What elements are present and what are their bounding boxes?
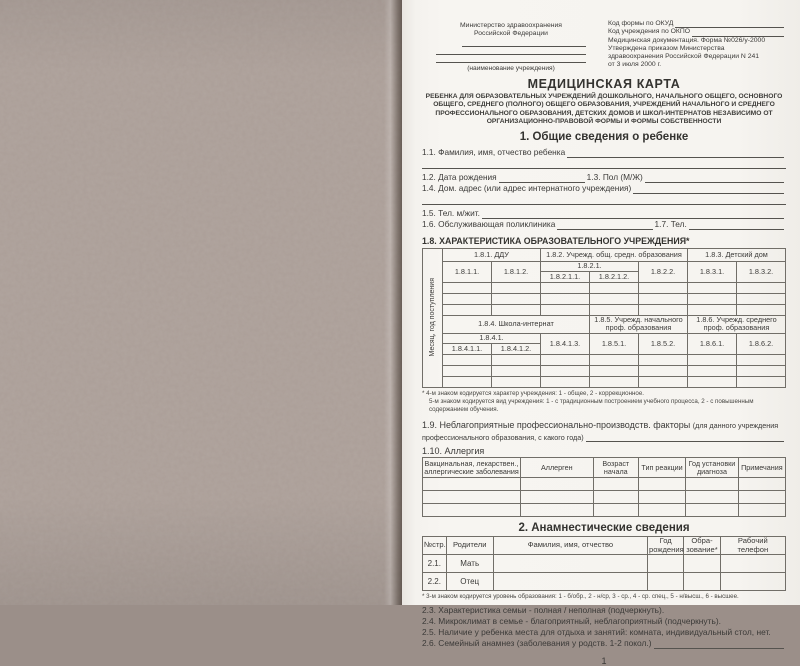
parents-col-row-number: №стр. bbox=[423, 537, 447, 555]
ministry-line2: Российской Федерации bbox=[474, 30, 548, 38]
code-cell: 1.8.4.1.3. bbox=[541, 333, 590, 354]
entry-cell bbox=[541, 365, 590, 376]
entry-cell bbox=[688, 354, 737, 365]
parents-col-work-phone: Рабочий телефон bbox=[720, 537, 785, 555]
entry-cell bbox=[648, 572, 684, 590]
parents-col-education: Обра-зование* bbox=[684, 537, 720, 555]
entry-cell bbox=[443, 282, 492, 293]
entry-cell bbox=[590, 376, 639, 387]
group-orphanage: 1.8.3. Детский дом bbox=[688, 248, 786, 261]
entry-cell bbox=[541, 304, 590, 315]
field-1-1-label: 1.1. Фамилия, имя, отчество ребенка bbox=[422, 146, 566, 157]
allergy-col-onset-age: Возраст начала bbox=[593, 458, 638, 478]
entry-cell bbox=[688, 376, 737, 387]
section2-heading: 2. Анамнестические сведения bbox=[518, 522, 690, 535]
entry-cell bbox=[423, 491, 521, 504]
entry-cell bbox=[686, 478, 739, 491]
entry-cell bbox=[684, 572, 720, 590]
code-cell: 1.8.6.1. bbox=[688, 333, 737, 354]
entry-cell bbox=[720, 572, 785, 590]
document-title: МЕДИЦИНСКАЯ КАРТА bbox=[527, 77, 681, 92]
code-cell: 1.8.2.1.1. bbox=[541, 271, 590, 282]
row-number: 2.2. bbox=[423, 572, 447, 590]
allergy-col-allergen: Аллерген bbox=[521, 458, 594, 478]
entry-cell bbox=[684, 554, 720, 572]
field-1-9 bbox=[422, 419, 786, 442]
entry-cell bbox=[737, 282, 786, 293]
footnote-line2: 5-м знаком кодируется вид учреждения: 1 - с традиционным построением учебного процесса, 2 - с повышенным содержанием обучения. bbox=[429, 397, 754, 414]
ministry-line1: Министерство здравоохранения bbox=[460, 22, 562, 29]
entry-cell bbox=[493, 572, 647, 590]
field-1-7-blank bbox=[689, 229, 784, 230]
field-1-9-label: 1.9. Неблагоприятные профессионально-производств. факторы bbox=[422, 420, 691, 431]
code-cell: 1.8.1.1. bbox=[443, 261, 492, 282]
entry-cell bbox=[590, 304, 639, 315]
entry-cell bbox=[738, 478, 785, 491]
institution-name-line bbox=[436, 47, 586, 55]
ministry-block bbox=[422, 20, 600, 73]
doc-approved-line2: здравоохранения Российской Федерации N 241 bbox=[608, 53, 760, 61]
entry-cell bbox=[443, 365, 492, 376]
code-cell: 1.8.2.1.2. bbox=[590, 271, 639, 282]
institution-characteristic-table bbox=[422, 248, 786, 388]
entry-cell bbox=[737, 376, 786, 387]
entry-cell bbox=[541, 282, 590, 293]
entry-cell bbox=[688, 365, 737, 376]
entry-cell bbox=[638, 478, 685, 491]
table-row bbox=[423, 554, 786, 572]
parent-mother: Мать bbox=[446, 554, 493, 572]
entry-cell bbox=[593, 504, 638, 517]
field-1-3-label: 1.3. Пол (М/Ж) bbox=[586, 171, 643, 182]
code-cell: 1.8.1.2. bbox=[492, 261, 541, 282]
entry-cell bbox=[593, 491, 638, 504]
group-ddu: 1.8.1. ДДУ bbox=[443, 248, 541, 261]
institution-caption: (наименование учреждения) bbox=[467, 64, 555, 72]
entry-cell bbox=[423, 504, 521, 517]
form-codes-block bbox=[600, 20, 786, 73]
parents-table-footnote: * 3-м знаком кодируется уровень образования: 1 - б/обр., 2 - н/ср, 3 - ср., 4 - ср. спец., 5 - н/высш., 6 - высшее. bbox=[422, 592, 739, 600]
entry-cell bbox=[639, 376, 688, 387]
code-cell: 1.8.5.2. bbox=[639, 333, 688, 354]
institution-name-line bbox=[436, 55, 586, 63]
entry-cell bbox=[737, 354, 786, 365]
parents-col-parents: Родители bbox=[446, 537, 493, 555]
field-1-6-label: 1.6. Обслуживающая поликлиника bbox=[422, 218, 556, 229]
group-boarding-school: 1.8.4. Школа-интернат bbox=[443, 315, 590, 333]
okpo-label: Код учреждения по ОКПО bbox=[608, 28, 691, 36]
entry-cell bbox=[639, 304, 688, 315]
doc-form-line: Медицинская документация. Форма №026/у-2000 bbox=[608, 36, 766, 44]
table-row bbox=[423, 572, 786, 590]
entry-cell bbox=[688, 304, 737, 315]
group-secondary-prof-edu: 1.8.6. Учрежд. среднего проф. образования bbox=[688, 315, 786, 333]
entry-cell bbox=[639, 293, 688, 304]
field-1-7-label: 1.7. Тел. bbox=[654, 218, 687, 229]
allergy-col-reaction-type: Тип реакции bbox=[638, 458, 685, 478]
doc-date-line: от 3 июля 2000 г. bbox=[608, 61, 662, 69]
code-cell: 1.8.3.2. bbox=[737, 261, 786, 282]
general-info-fields bbox=[422, 147, 786, 230]
entry-cell bbox=[541, 376, 590, 387]
code-cell: 1.8.4.1.2. bbox=[492, 343, 541, 354]
table18-footnote bbox=[422, 390, 786, 414]
allergy-col-diagnosis-year: Год установки диагноза bbox=[686, 458, 739, 478]
entry-cell bbox=[443, 354, 492, 365]
entry-cell bbox=[686, 504, 739, 517]
entry-cell bbox=[423, 478, 521, 491]
entry-cell bbox=[492, 293, 541, 304]
institution-name-line bbox=[462, 39, 586, 47]
code-cell: 1.8.4.1. bbox=[443, 333, 541, 343]
field-1-9-note2: профессионального образования, с какого года) bbox=[422, 432, 584, 442]
allergy-col-disease: Вакцинальная, лекарствен., аллергические заболевания bbox=[424, 458, 519, 476]
okud-blank bbox=[675, 27, 784, 28]
parents-table bbox=[422, 536, 786, 591]
allergy-col-notes: Примечания bbox=[738, 458, 785, 478]
field-1-1-blank-line2 bbox=[422, 158, 786, 169]
cover-edge-shadow bbox=[384, 0, 402, 605]
group-primary-prof-edu: 1.8.5. Учрежд. начального проф. образования bbox=[590, 315, 688, 333]
entry-cell bbox=[541, 293, 590, 304]
field-1-1-blank bbox=[567, 157, 784, 158]
field-1-4-label: 1.4. Дом. адрес (или адрес интернатного учреждения) bbox=[422, 182, 632, 193]
entry-cell bbox=[590, 354, 639, 365]
entry-cell bbox=[738, 491, 785, 504]
entry-cell bbox=[593, 478, 638, 491]
family-info-fields bbox=[422, 605, 786, 649]
section-1-8-heading: 1.8. ХАРАКТЕРИСТИКА ОБРАЗОВАТЕЛЬНОГО УЧРЕЖДЕНИЯ* bbox=[422, 235, 690, 246]
entry-cell bbox=[737, 293, 786, 304]
field-1-3-blank bbox=[645, 182, 784, 183]
document-subtitle: РЕБЕНКА ДЛЯ ОБРАЗОВАТЕЛЬНЫХ УЧРЕЖДЕНИЙ ДОШКОЛЬНОГО, НАЧАЛЬНОГО ОБЩЕГО, ОСНОВНОГО ОБЩЕГО, СРЕДНЕГО (ПОЛНОГО) ОБЩЕГО ОБРАЗОВАНИЯ, УЧРЕЖДЕНИЙ НАЧАЛЬНОГО И СРЕДНЕГО ПРОФЕССИОНАЛЬНОГО ОБРАЗОВАНИЯ, ДЕТСКИХ ДОМОВ И ШКОЛ-ИНТЕРНАТОВ НЕЗАВИСИМО ОТ ОРГАНИЗАЦИОННО-ПРАВОВОЙ ФОРМЫ И ФОРМЫ СОБСТВЕННОСТИ bbox=[425, 93, 783, 125]
section1-heading: 1. Общие сведения о ребенке bbox=[519, 130, 689, 143]
row-number: 2.1. bbox=[423, 554, 447, 572]
entry-cell bbox=[638, 491, 685, 504]
entry-cell bbox=[737, 304, 786, 315]
field-1-5-label: 1.5. Тел. м/жит. bbox=[422, 207, 480, 218]
code-cell: 1.8.6.2. bbox=[737, 333, 786, 354]
code-cell: 1.8.2.1. bbox=[541, 261, 639, 271]
field-2-6-label: 2.6. Семейный анамнез (заболевания у родств. 1-2 покол.) bbox=[422, 637, 652, 648]
entry-cell bbox=[541, 354, 590, 365]
entry-cell bbox=[590, 365, 639, 376]
entry-cell bbox=[492, 354, 541, 365]
entry-cell bbox=[443, 304, 492, 315]
parents-col-birth-year: Год рождения bbox=[649, 536, 684, 554]
field-1-2-label: 1.2. Дата рождения bbox=[422, 171, 497, 182]
entry-cell bbox=[443, 293, 492, 304]
entry-cell bbox=[492, 282, 541, 293]
doc-approved-line: Утверждена приказом Министерства bbox=[608, 44, 725, 52]
entry-cell bbox=[492, 376, 541, 387]
field-1-9-note1: (для данного учреждения bbox=[692, 421, 779, 431]
entry-cell bbox=[639, 354, 688, 365]
code-cell: 1.8.4.1.1. bbox=[443, 343, 492, 354]
entry-cell bbox=[737, 365, 786, 376]
page-content bbox=[402, 0, 800, 666]
field-2-6-blank bbox=[654, 648, 784, 649]
entry-cell bbox=[688, 293, 737, 304]
entry-cell bbox=[639, 282, 688, 293]
entry-cell bbox=[720, 554, 785, 572]
group-secondary-edu: 1.8.2. Учрежд. общ. средн. образования bbox=[541, 248, 688, 261]
field-2-4: 2.4. Микроклимат в семье - благоприятный, неблагоприятный (подчеркнуть). bbox=[422, 615, 721, 626]
entry-cell bbox=[688, 282, 737, 293]
field-1-4-blank-line2 bbox=[422, 194, 786, 205]
field-2-3: 2.3. Характеристика семьи - полная / неполная (подчеркнуть). bbox=[422, 604, 665, 615]
entry-cell bbox=[521, 478, 594, 491]
field-1-10-label: 1.10. Аллергия bbox=[422, 446, 485, 457]
code-cell: 1.8.5.1. bbox=[590, 333, 639, 354]
field-1-9-blank bbox=[586, 441, 784, 442]
entry-cell bbox=[521, 491, 594, 504]
cardboard-vignette bbox=[0, 0, 402, 605]
code-cell: 1.8.2.2. bbox=[639, 261, 688, 282]
entry-cell bbox=[638, 504, 685, 517]
entry-cell bbox=[738, 504, 785, 517]
field-1-6-blank bbox=[557, 229, 652, 230]
field-1-4-blank bbox=[633, 193, 784, 194]
entry-cell bbox=[492, 365, 541, 376]
okud-label: Код формы по ОКУД bbox=[608, 20, 674, 27]
parents-col-fio: Фамилия, имя, отчество bbox=[493, 537, 647, 555]
entry-cell bbox=[493, 554, 647, 572]
entry-cell bbox=[686, 491, 739, 504]
footnote-line1: * 4-м знаком кодируется характер учреждения: 1 - общее, 2 - коррекционное. bbox=[422, 389, 644, 397]
parent-father: Отец bbox=[446, 572, 493, 590]
entry-cell bbox=[590, 293, 639, 304]
page-number: 1 bbox=[601, 655, 607, 666]
entry-cell bbox=[492, 304, 541, 315]
entry-cell bbox=[521, 504, 594, 517]
month-year-admission-label: Месяц, год поступления bbox=[423, 248, 443, 387]
field-2-5: 2.5. Наличие у ребенка места для отдыха и занятий: комната, индивидуальный стол, нет. bbox=[422, 626, 771, 637]
allergy-table bbox=[422, 457, 786, 517]
entry-cell bbox=[443, 376, 492, 387]
entry-cell bbox=[639, 365, 688, 376]
medical-card-page bbox=[402, 0, 800, 666]
entry-cell bbox=[648, 554, 684, 572]
entry-cell bbox=[590, 282, 639, 293]
cardboard-cover bbox=[0, 0, 402, 605]
form-header bbox=[422, 20, 786, 73]
code-cell: 1.8.3.1. bbox=[688, 261, 737, 282]
